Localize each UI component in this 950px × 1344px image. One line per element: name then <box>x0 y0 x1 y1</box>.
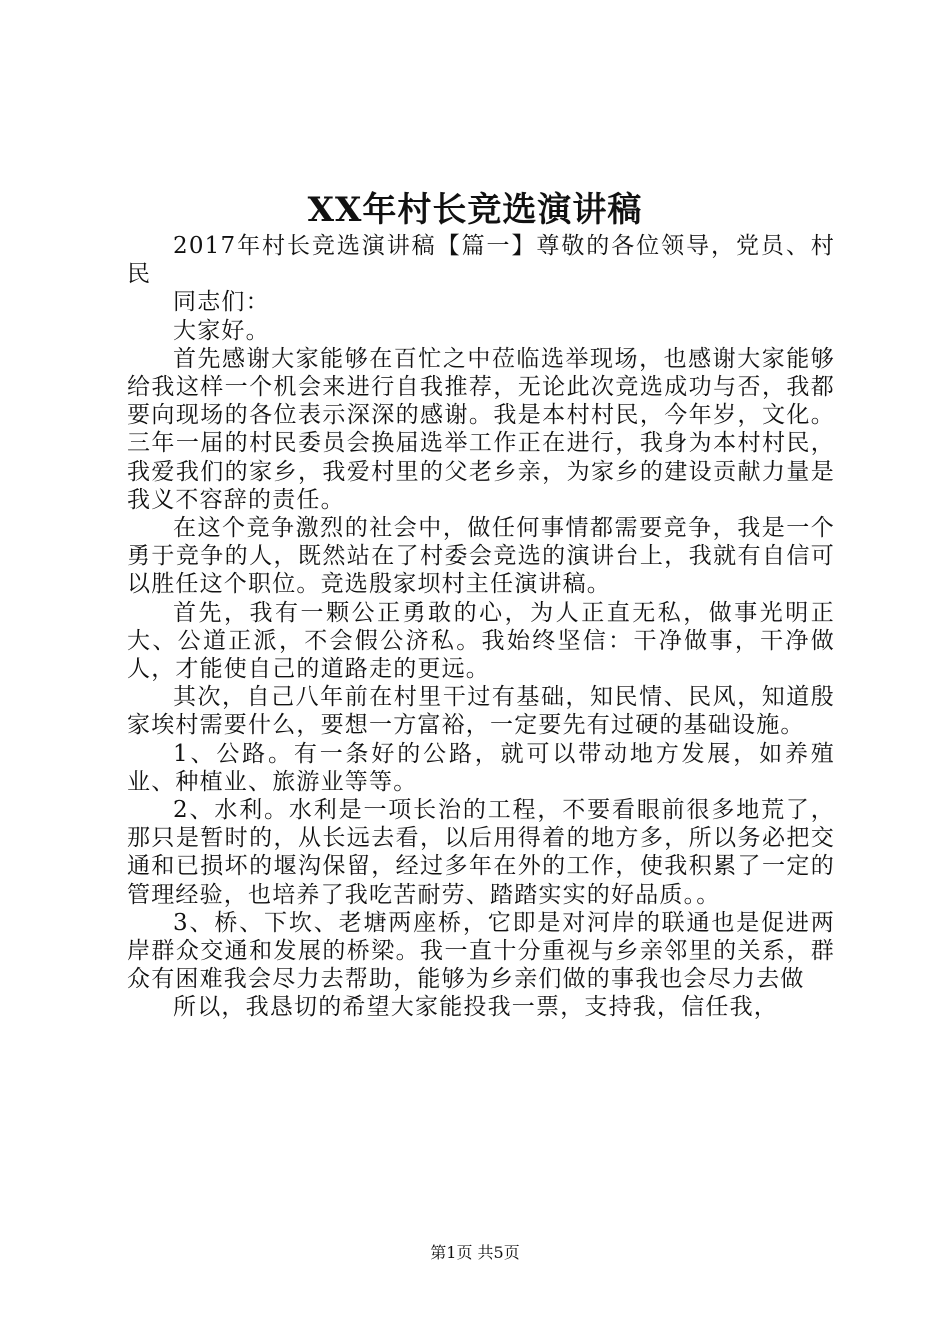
paragraph-comrades: 同志们： <box>173 289 270 316</box>
document-title: XX年村长竞选演讲稿 <box>307 190 643 230</box>
page-number-footer: 第1页 共5页 <box>430 1243 520 1262</box>
paragraph-hello: 大家好。 <box>173 317 270 344</box>
paragraph-thanks: 首先感谢大家能够在百忙之中莅临选举现场，也感谢大家能够给我这样一个机会来进行自我推荐，无论此次竞选成功与否，我都要向现场的各位表示深深的感谢。我是本村村民，今年岁，文化。三年一届的村民委员会换届选举工作正在进行，我身为本村村民，我爱我们的家乡，我爱村里的父老乡亲，为家乡的建设贡献力量是我义不容辞的责任。 <box>127 345 835 513</box>
paragraph-greeting: 2017年村长竞选演讲稿【篇一】尊敬的各位领导，党员、村民 <box>127 233 835 288</box>
paragraph-item-water: 2、水利。水利是一项长治的工程，不要看眼前很多地荒了，那只是暂时的，从长远去看，以后用得着的地方多，所以务必把交通和已损坏的堰沟保留，经过多年在外的工作，使我积累了一定的管理经验，也培养了我吃苦耐劳、踏踏实实的好品质。。 <box>127 797 835 908</box>
paragraph-item-bridge: 3、桥、下坎、老塘两座桥，它即是对河岸的联通也是促进两岸群众交通和发展的桥梁。我一直十分重视与乡亲邻里的关系，群众有困难我会尽力去帮助，能够为乡亲们做的事我也会尽力去做 <box>127 909 835 993</box>
document-body <box>127 232 835 1022</box>
paragraph-first: 首先，我有一颗公正勇敢的心，为人正直无私，做事光明正大、公道正派，不会假公济私。我始终坚信：干净做事，干净做人，才能使自己的道路走的更远。 <box>127 599 835 683</box>
paragraph-second: 其次，自己八年前在村里干过有基础，知民情、民风，知道殷家埃村需要什么，要想一方富裕，一定要先有过硬的基础设施。 <box>127 684 835 739</box>
paragraph-item-road: 1、公路。有一条好的公路，就可以带动地方发展，如养殖业、种植业、旅游业等等。 <box>127 740 835 795</box>
paragraph-closing: 所以，我恳切的希望大家能投我一票，支持我，信任我， <box>173 994 778 1021</box>
paragraph-competition: 在这个竞争激烈的社会中，做任何事情都需要竞争，我是一个勇于竞争的人，既然站在了村委会竞选的演讲台上，我就有自信可以胜任这个职位。竞选殷家坝村主任演讲稿。 <box>127 515 835 598</box>
